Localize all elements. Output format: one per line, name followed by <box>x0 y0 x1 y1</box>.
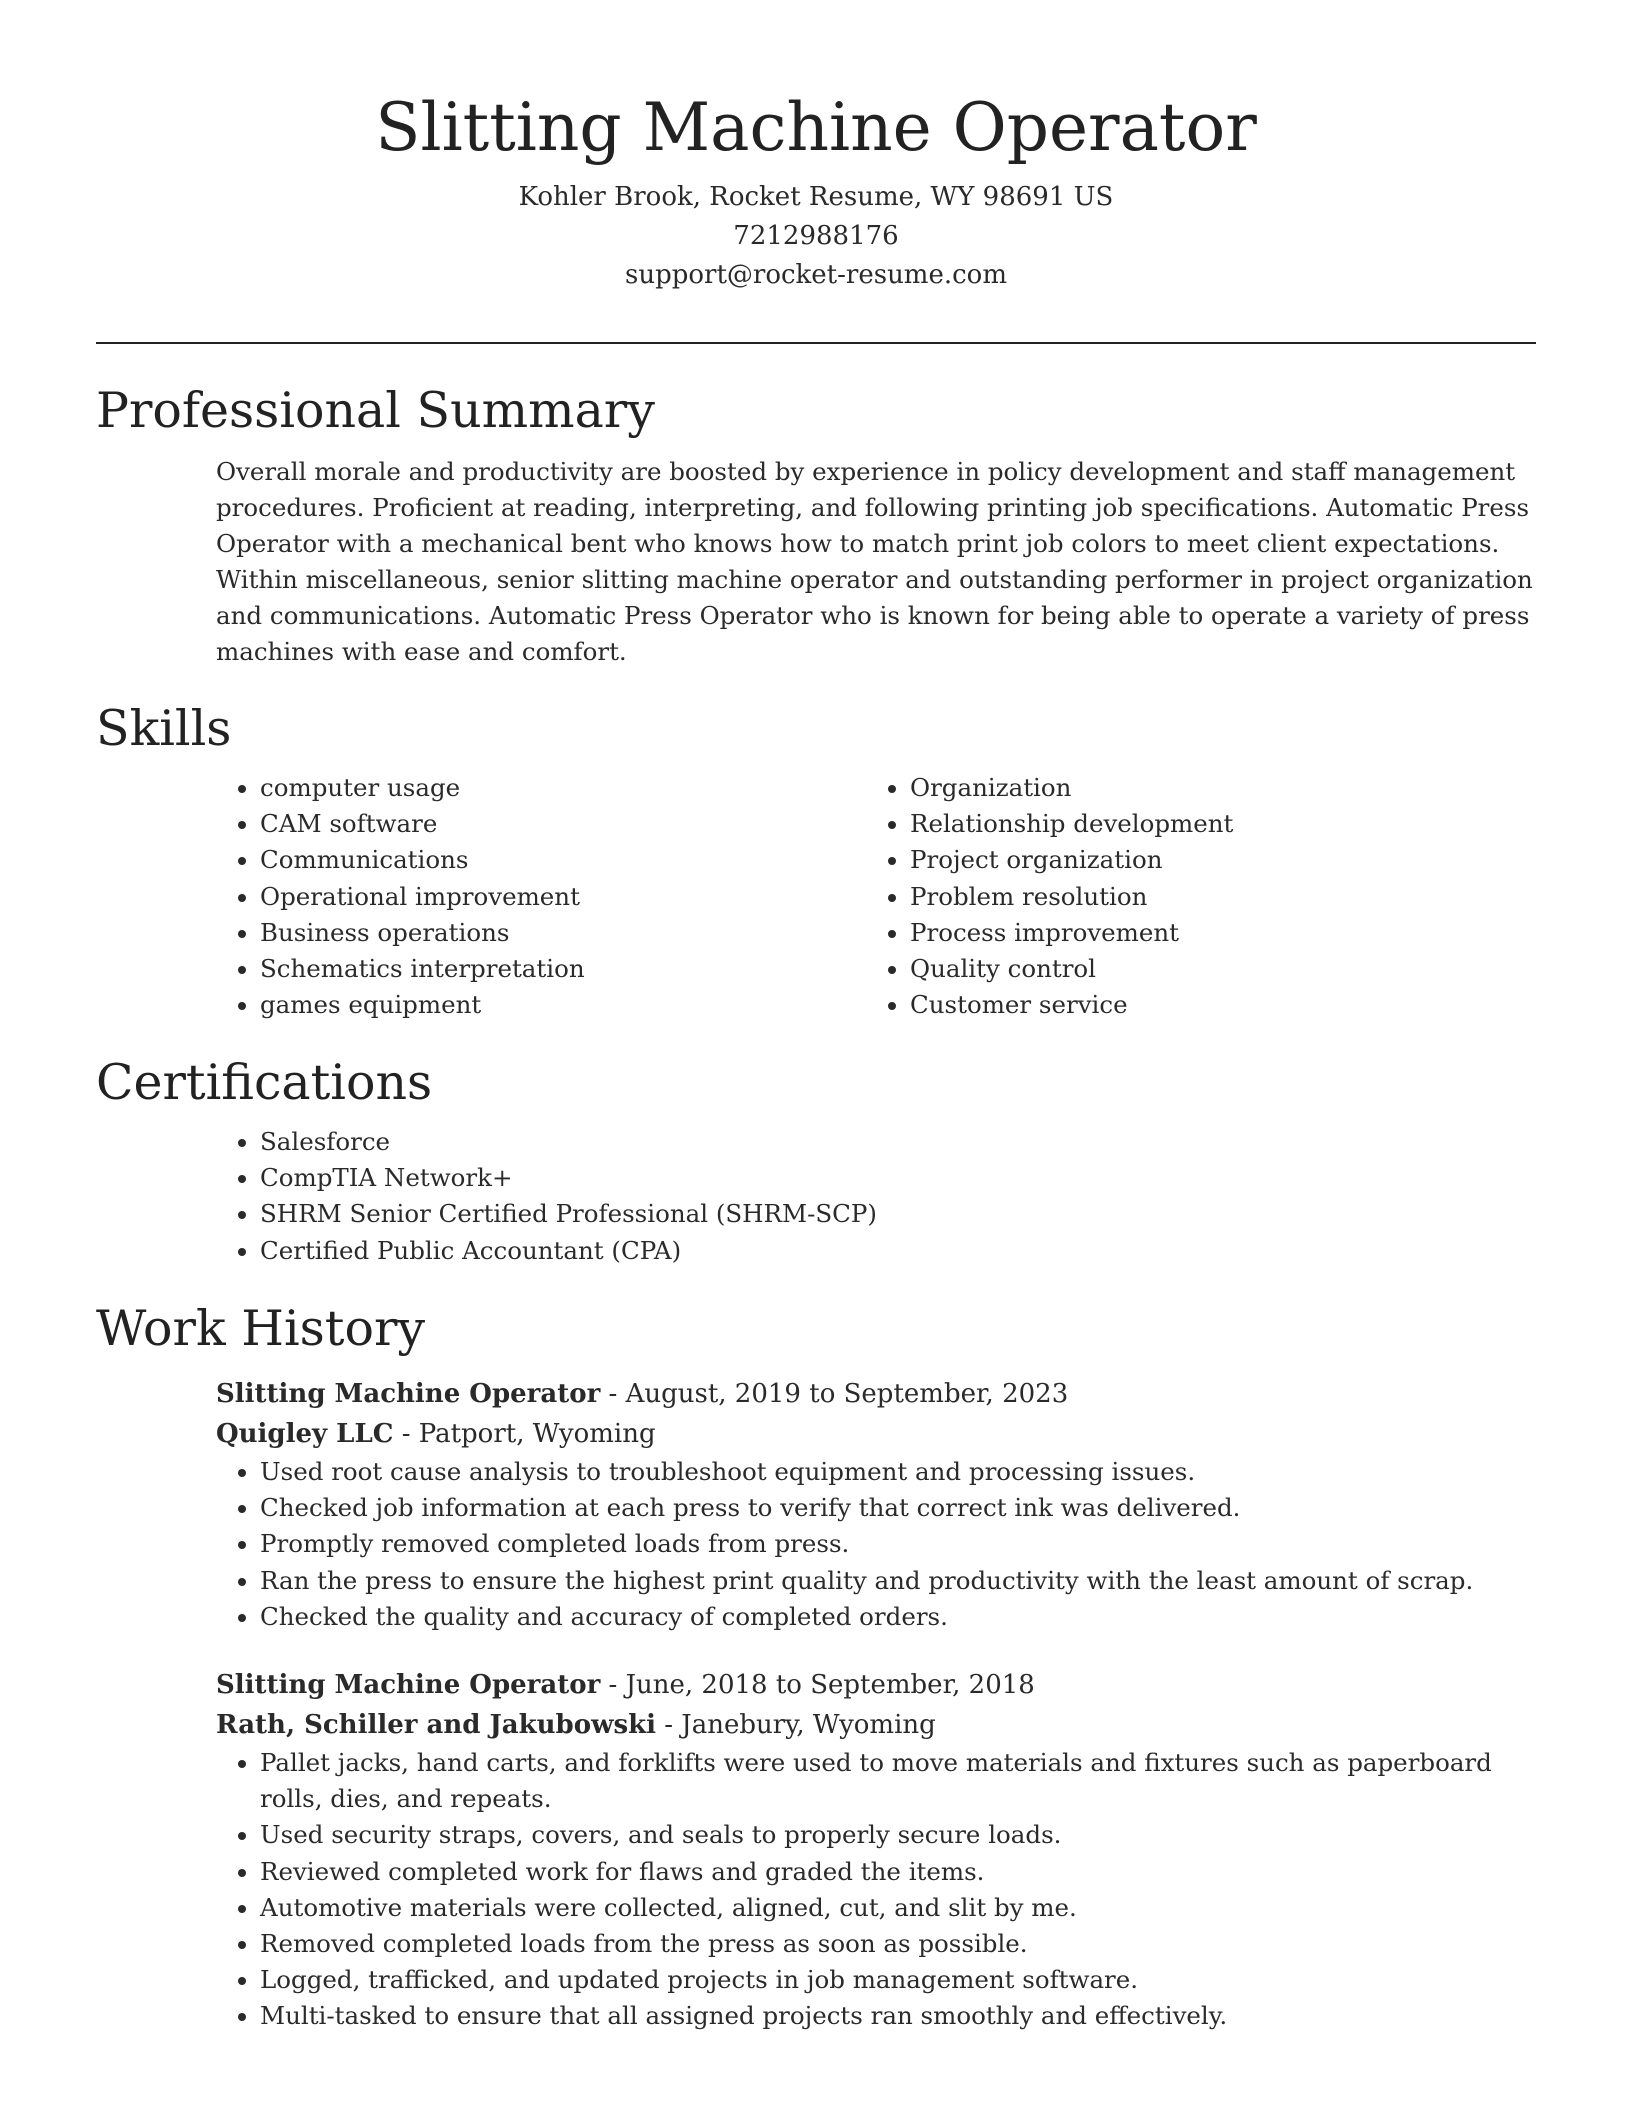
list-item: • games equipment <box>260 987 866 1023</box>
contact-address: Kohler Brook, Rocket Resume, WY 98691 US <box>518 182 1114 212</box>
list-item: • Customer service <box>910 987 1516 1023</box>
list-item: • Logged, trafficked, and updated projects in job management software. <box>260 1962 1536 1998</box>
list-item: • Used root cause analysis to troubleshoot equipment and processing issues. <box>260 1454 1536 1490</box>
skills-section <box>96 696 1536 1023</box>
certifications-section <box>96 1050 1536 1269</box>
certifications-heading: Certifications <box>96 1054 433 1111</box>
list-item: • Automotive materials were collected, aligned, cut, and slit by me. <box>260 1890 1536 1926</box>
list-item: • Project organization <box>910 842 1516 878</box>
skills-heading: Skills <box>96 700 232 757</box>
list-item: • Organization <box>910 770 1516 806</box>
summary-section <box>96 378 1536 670</box>
job-dates: - August, 2019 to September, 2023 <box>600 1379 1069 1409</box>
work-history-heading: Work History <box>96 1300 426 1357</box>
list-item: • Schematics interpretation <box>260 951 866 987</box>
skills-column-left <box>216 770 866 1023</box>
work-history-section <box>96 1296 1536 2035</box>
list-item: • Operational improvement <box>260 879 866 915</box>
job-role: Slitting Machine Operator <box>216 1379 601 1409</box>
job-title-line <box>216 1374 1536 1414</box>
skills-list-right <box>866 770 1516 1023</box>
job-location: - Janebury, Wyoming <box>655 1710 936 1741</box>
list-item: • Salesforce <box>260 1124 1536 1160</box>
list-item: • Promptly removed completed loads from press. <box>260 1526 1536 1562</box>
list-item: • computer usage <box>260 770 866 806</box>
list-item: • Quality control <box>910 951 1516 987</box>
list-item: • Certified Public Accountant (CPA) <box>260 1233 1536 1269</box>
job-company-line <box>216 1705 1536 1745</box>
certifications-body <box>216 1124 1536 1269</box>
skills-list-left <box>216 770 866 1023</box>
list-item: • Removed completed loads from the press as soon as possible. <box>260 1926 1536 1962</box>
contact-phone: 7212988176 <box>733 221 899 251</box>
summary-body <box>216 454 1536 670</box>
header-divider <box>96 342 1536 344</box>
skills-columns <box>216 770 1536 1023</box>
list-item: • Used security straps, covers, and seals to properly secure loads. <box>260 1817 1536 1853</box>
list-item: • CompTIA Network+ <box>260 1160 1536 1196</box>
job-role: Slitting Machine Operator <box>216 1670 601 1701</box>
resume-header <box>96 78 1536 295</box>
job-company: Quigley LLC <box>216 1419 394 1449</box>
work-history-body <box>216 1374 1536 2035</box>
job-title-line <box>216 1665 1536 1705</box>
certifications-list <box>216 1124 1536 1269</box>
job-dates: - June, 2018 to September, 2018 <box>600 1670 1035 1701</box>
list-item: • Checked job information at each press to verify that correct ink was delivered. <box>260 1490 1536 1526</box>
list-item: • Checked the quality and accuracy of completed orders. <box>260 1599 1536 1635</box>
candidate-name: Slitting Machine Operator <box>375 89 1257 166</box>
list-item: • Communications <box>260 842 866 878</box>
list-item: • Reviewed completed work for flaws and graded the items. <box>260 1854 1536 1890</box>
job-location: - Patport, Wyoming <box>393 1419 656 1449</box>
list-item: • Process improvement <box>910 915 1516 951</box>
job-duties-list <box>216 1454 1536 1635</box>
list-item: • Problem resolution <box>910 879 1516 915</box>
job-company-line <box>216 1414 1536 1454</box>
summary-heading: Professional Summary <box>96 382 655 439</box>
summary-text: Overall morale and productivity are boosted by experience in policy development and staff management procedures. Proficient at reading, interpreting, and following printing job specifications. Automatic Press Operator with a mechanical bent who knows how to match print job colors to meet client expectations. Within miscellaneous, senior slitting machine operator and outstanding performer in project organization and communications. Automatic Press Operator who is known for being able to operate a variety of press machines with ease and comfort. <box>216 457 1533 666</box>
job-entry <box>216 1665 1536 2035</box>
skills-column-right <box>866 770 1516 1023</box>
contact-email: support@rocket-resume.com <box>624 260 1007 290</box>
list-item: • CAM software <box>260 806 866 842</box>
job-entry <box>216 1374 1536 1635</box>
list-item: • Pallet jacks, hand carts, and forklifts were used to move materials and fixtures such as paperboard rolls, dies, and repeats. <box>260 1745 1536 1817</box>
skills-body <box>216 770 1536 1023</box>
job-company: Rath, Schiller and Jakubowski <box>216 1710 656 1741</box>
list-item: • Business operations <box>260 915 866 951</box>
job-duties-list <box>216 1745 1536 2035</box>
list-item: • SHRM Senior Certified Professional (SHRM-SCP) <box>260 1196 1536 1232</box>
list-item: • Ran the press to ensure the highest print quality and productivity with the least amount of scrap. <box>260 1563 1536 1599</box>
list-item: • Multi-tasked to ensure that all assigned projects ran smoothly and effectively. <box>260 1998 1536 2034</box>
list-item: • Relationship development <box>910 806 1516 842</box>
